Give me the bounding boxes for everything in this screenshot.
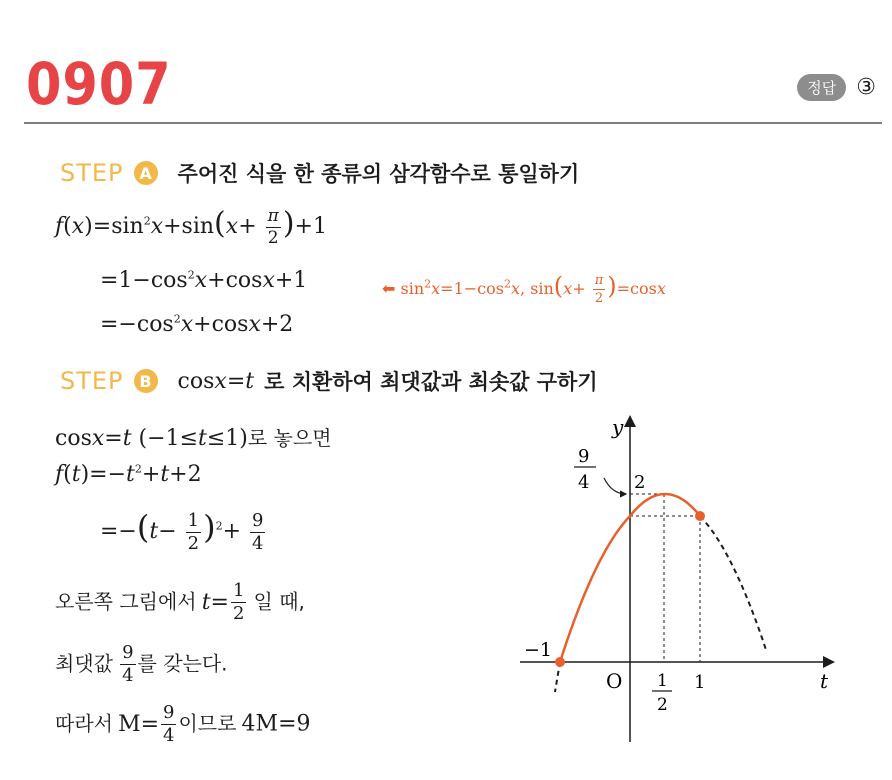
origin-label: O [606, 669, 623, 693]
answer-badge: 정답 [797, 74, 846, 101]
y-axis-label: y [612, 415, 624, 439]
endpoint-left-dot [555, 657, 565, 667]
step-b-sub-line: cosx=t (−1≤t≤1)로 놓으면 [55, 426, 332, 451]
half-den: 2 [657, 695, 668, 715]
nine-fourths-pointer [604, 478, 626, 494]
concl-math-b: 4M=9 [241, 711, 311, 737]
max-sentence: 최댓값 $\frac{9}{4}$ 를 갖는다. [55, 642, 228, 686]
label-two: 2 [634, 472, 646, 493]
endpoint-right-dot [695, 511, 705, 521]
step-a-line1: $f(x)=\sin^2x+\sin(x+$ $\frac{\pi}{2}$ )+1 [55, 205, 327, 248]
problem-number: 0907 [26, 50, 172, 118]
step-a-line2: $=1-\cos^2x+\cos x+1$ [100, 268, 308, 293]
answer-value: ③ [856, 75, 876, 100]
step-b-letter: B [134, 369, 158, 393]
ft-line2: =−(t− $\frac{1}{2}$ )$^2$+ $\frac{9}{4}$ [100, 508, 264, 554]
concl-text-b: 이므로 [178, 711, 237, 736]
max-text-a: 최댓값 [55, 651, 113, 676]
curve-extension-right [700, 516, 767, 651]
half-num: 1 [657, 671, 668, 691]
nine-fourths-num: 9 [578, 446, 590, 467]
step-a-letter: A [134, 161, 158, 185]
fig-sentence: 오른쪽 그림에서 t= $\frac{1}{2}$ 일 때, [55, 580, 305, 624]
ft-line1: $f(t)=-t^2+t+2$ [55, 462, 202, 487]
left-arrow-icon: ⬅ [382, 279, 396, 298]
fig-text-b: 일 때, [253, 589, 305, 614]
t-axis-label: t [820, 669, 829, 693]
conclusion-sentence: 따라서 M= $\frac{9}{4}$ 이므로 4M=9 [55, 702, 311, 746]
step-b-word: STEP [60, 367, 124, 395]
max-text-b: 를 갖는다. [137, 651, 228, 676]
step-a-note: ⬅ $\sin^2x=1-\cos^2x$, sin(x+ $\frac{\pi}{2}$ )=cosx [382, 272, 666, 306]
step-a-title: 주어진 식을 한 종류의 삼각함수로 통일하기 [177, 162, 580, 186]
step-b-title: 로 치환하여 최댓값과 최솟값 구하기 [264, 370, 598, 394]
step-b-title-math: cosx=t [177, 368, 255, 394]
label-minus-one: −1 [524, 639, 553, 661]
step-a-line3: $=-\cos^2x+\cos x+2$ [100, 312, 294, 337]
step-b-sub-text: 로 놓으면 [247, 426, 332, 450]
step-a-word: STEP [60, 159, 124, 187]
nine-fourths-den: 4 [578, 472, 590, 493]
fig-text-a: 오른쪽 그림에서 [55, 589, 197, 614]
label-one: 1 [694, 672, 706, 693]
concl-text-a: 따라서 [55, 711, 113, 736]
